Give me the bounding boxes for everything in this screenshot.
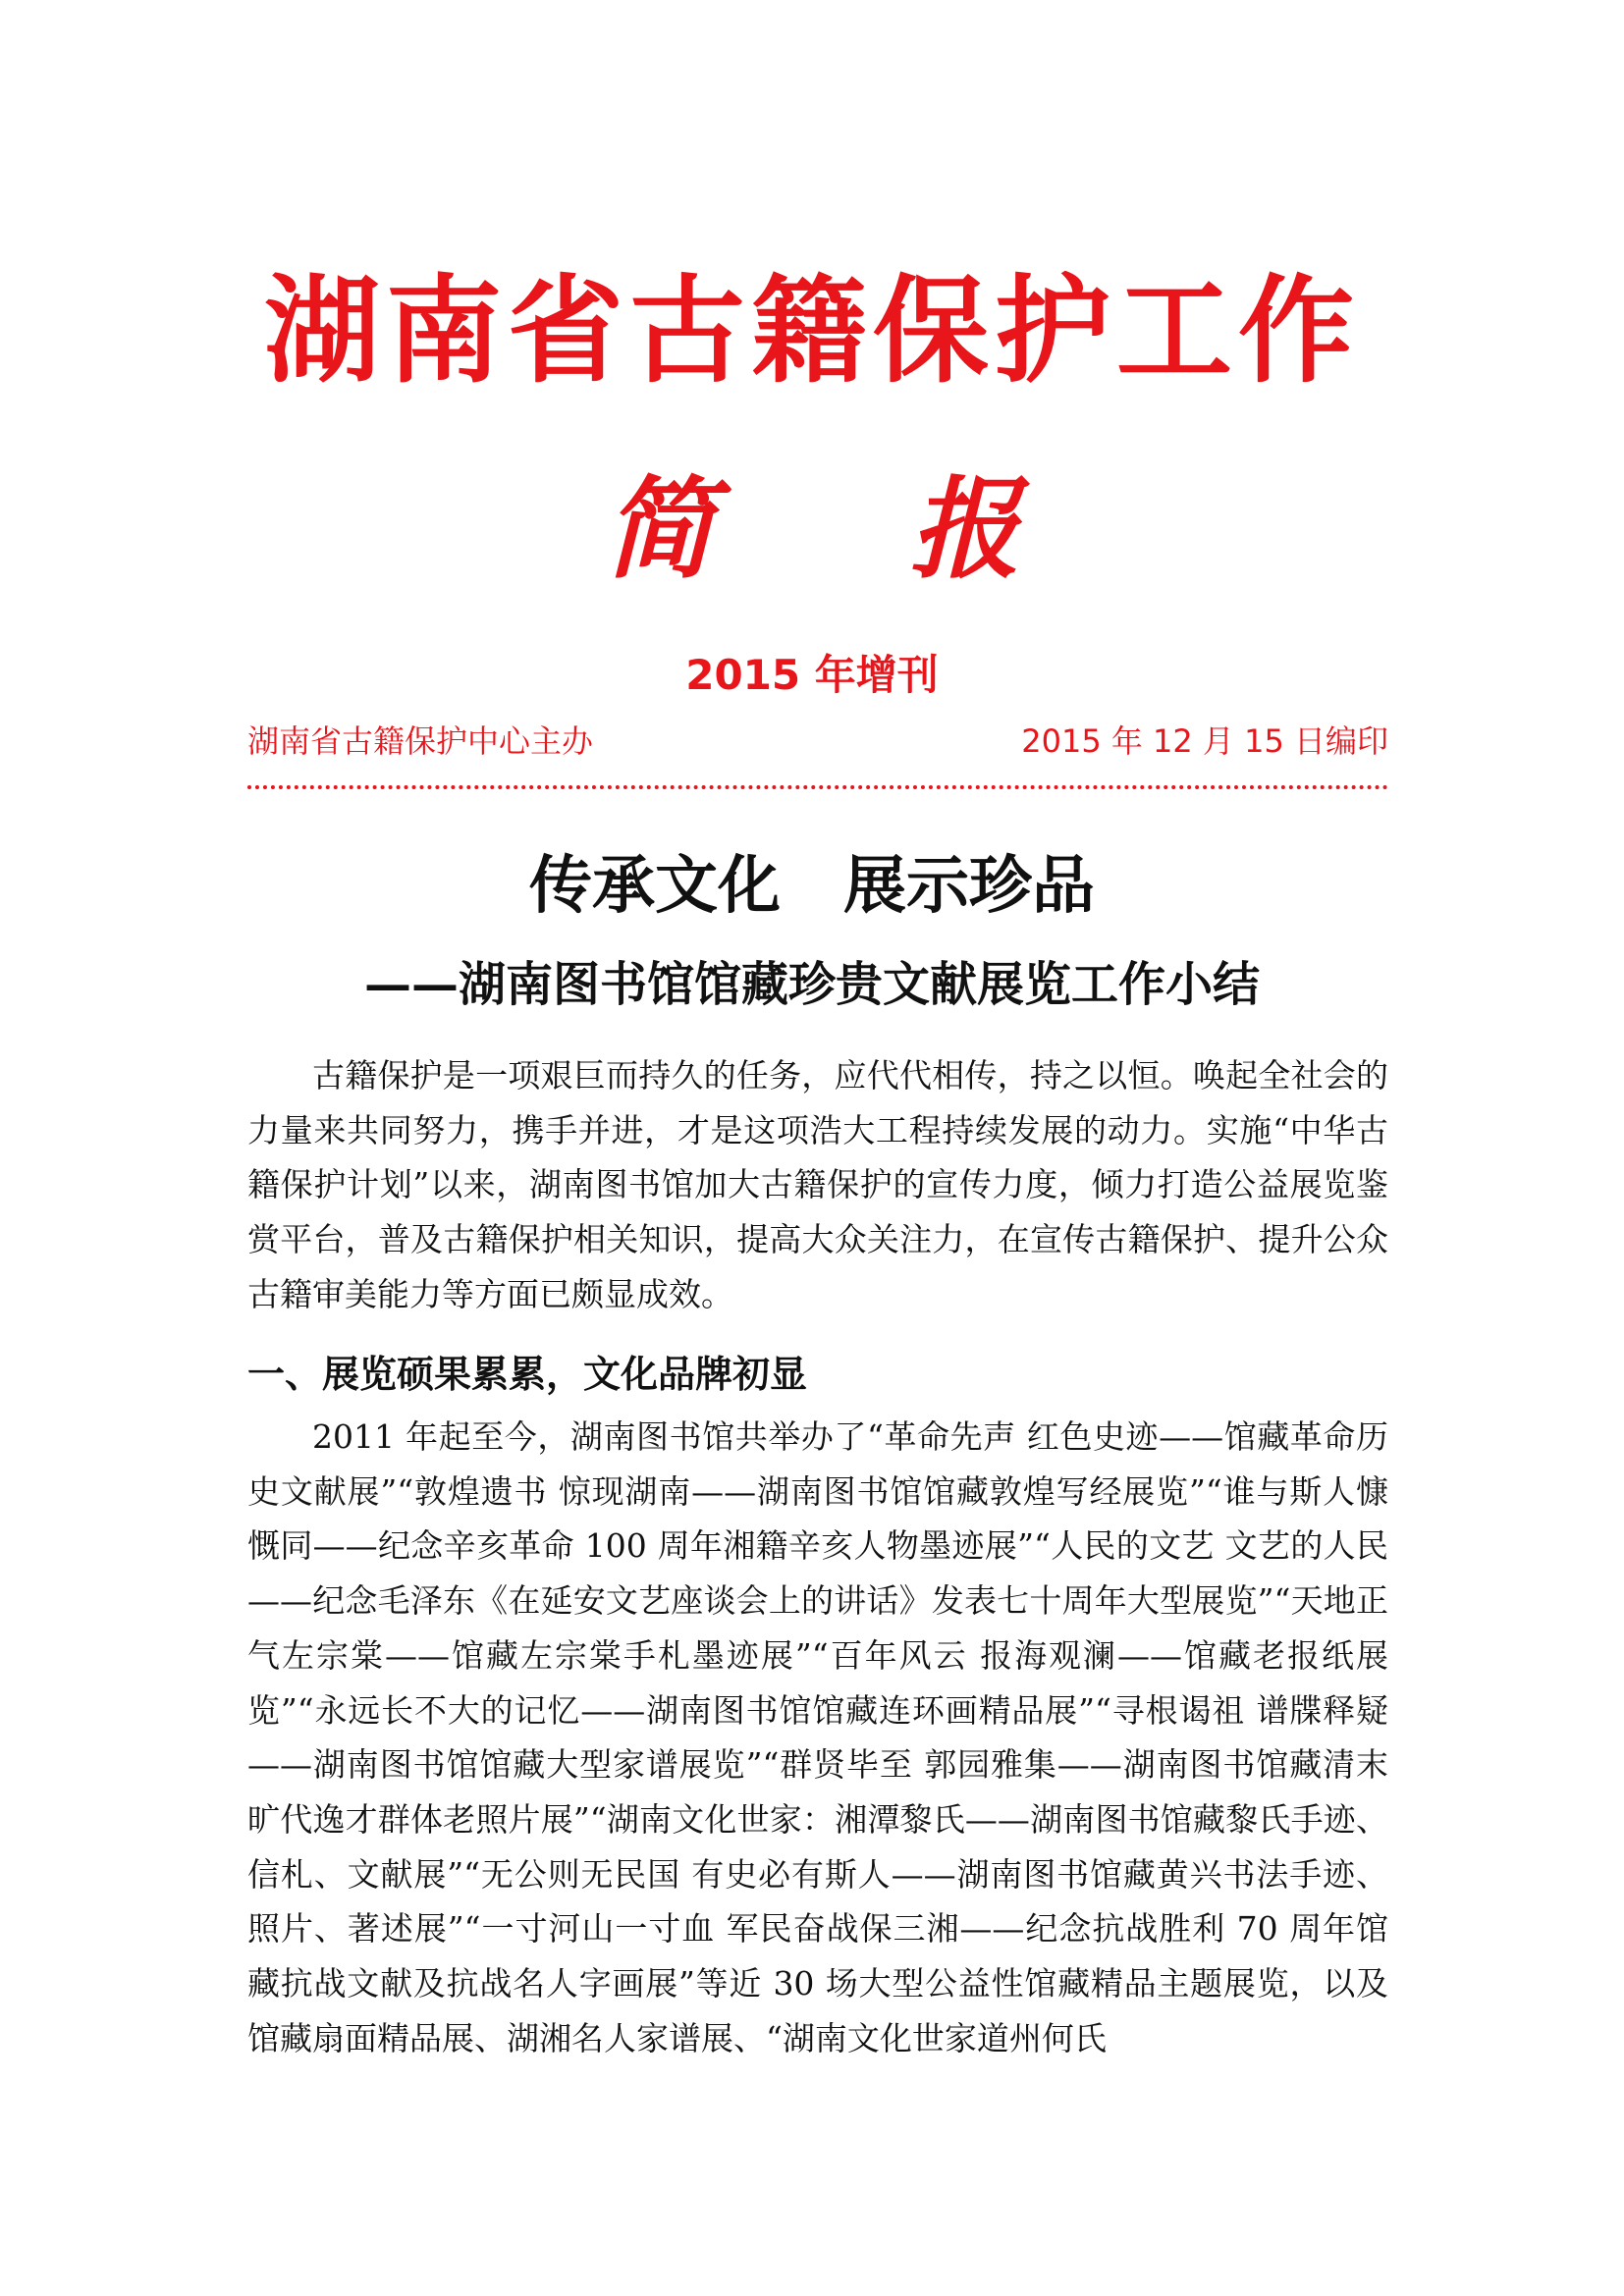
issue-label: 2015 年增刊	[685, 651, 939, 699]
section-paragraph	[247, 1410, 1388, 2065]
dotted-divider	[247, 785, 1388, 789]
article-subtitle: ——湖南图书馆馆藏珍贵文献展览工作小结	[363, 957, 1260, 1012]
intro-paragraph	[247, 1048, 1388, 1322]
article-title: 传承文化 展示珍品	[529, 849, 1095, 923]
section-heading: 一、展览硕果累累，文化品牌初显	[247, 1352, 808, 1396]
masthead-title: 湖南省古籍保护工作	[263, 263, 1360, 399]
print-date: 2015 年 12 月 15 日编印	[1021, 722, 1388, 760]
masthead-subtitle: 简 报	[604, 466, 1099, 594]
intro-text: 古籍保护是一项艰巨而持久的任务，应代代相传，持之以恒。唤起全社会的力量来共同努力，携手并进，才是这项浩大工程持续发展的动力。实施“中华古籍保护计划”以来，湖南图书馆加大古籍保护的宣传力度，倾力打造公益展览鉴赏平台，普及古籍保护相关知识，提高大众关注力，在宣传古籍保护、提升公众古籍审美能力等方面已颇显成效。	[247, 1056, 1388, 1313]
publisher-label: 湖南省古籍保护中心主办	[247, 722, 594, 760]
section-text: 2011 年起至今，湖南图书馆共举办了“革命先声 红色史迹——馆藏革命历史文献展”“敦煌遗书 惊现湖南——湖南图书馆馆藏敦煌写经展览”“谁与斯人慷慨同——纪念辛亥革命 100 周年湘籍辛亥人物墨迹展”“人民的文艺 文艺的人民——纪念毛泽东《在延安文艺座谈会上的讲话》发表七十周年大型展览”“天地正气左宗棠——馆藏左宗棠手札墨迹展”“百年风云 报海观澜——馆藏老报纸展览”“永远长不大的记忆——湖南图书馆馆藏连环画精品展”“寻根谒祖 谱牒释疑——湖南图书馆馆藏大型家谱展览”“群贤毕至 郭园雅集——湖南图书馆藏清末旷代逸才群体老照片展”“湖南文化世家：湘潭黎氏——湖南图书馆藏黎氏手迹、信札、文献展”“无公则无民国 有史必有斯人——湖南图书馆藏黄兴书法手迹、照片、著述展”“一寸河山一寸血 军民奋战保三湘——纪念抗战胜利 70 周年馆藏抗战文献及抗战名人字画展”等近 30 场大型公益性馆藏精品主题展览，以及馆藏扇面精品展、湖湘名人家谱展、“湖南文化世家道州何氏	[247, 1417, 1388, 2057]
